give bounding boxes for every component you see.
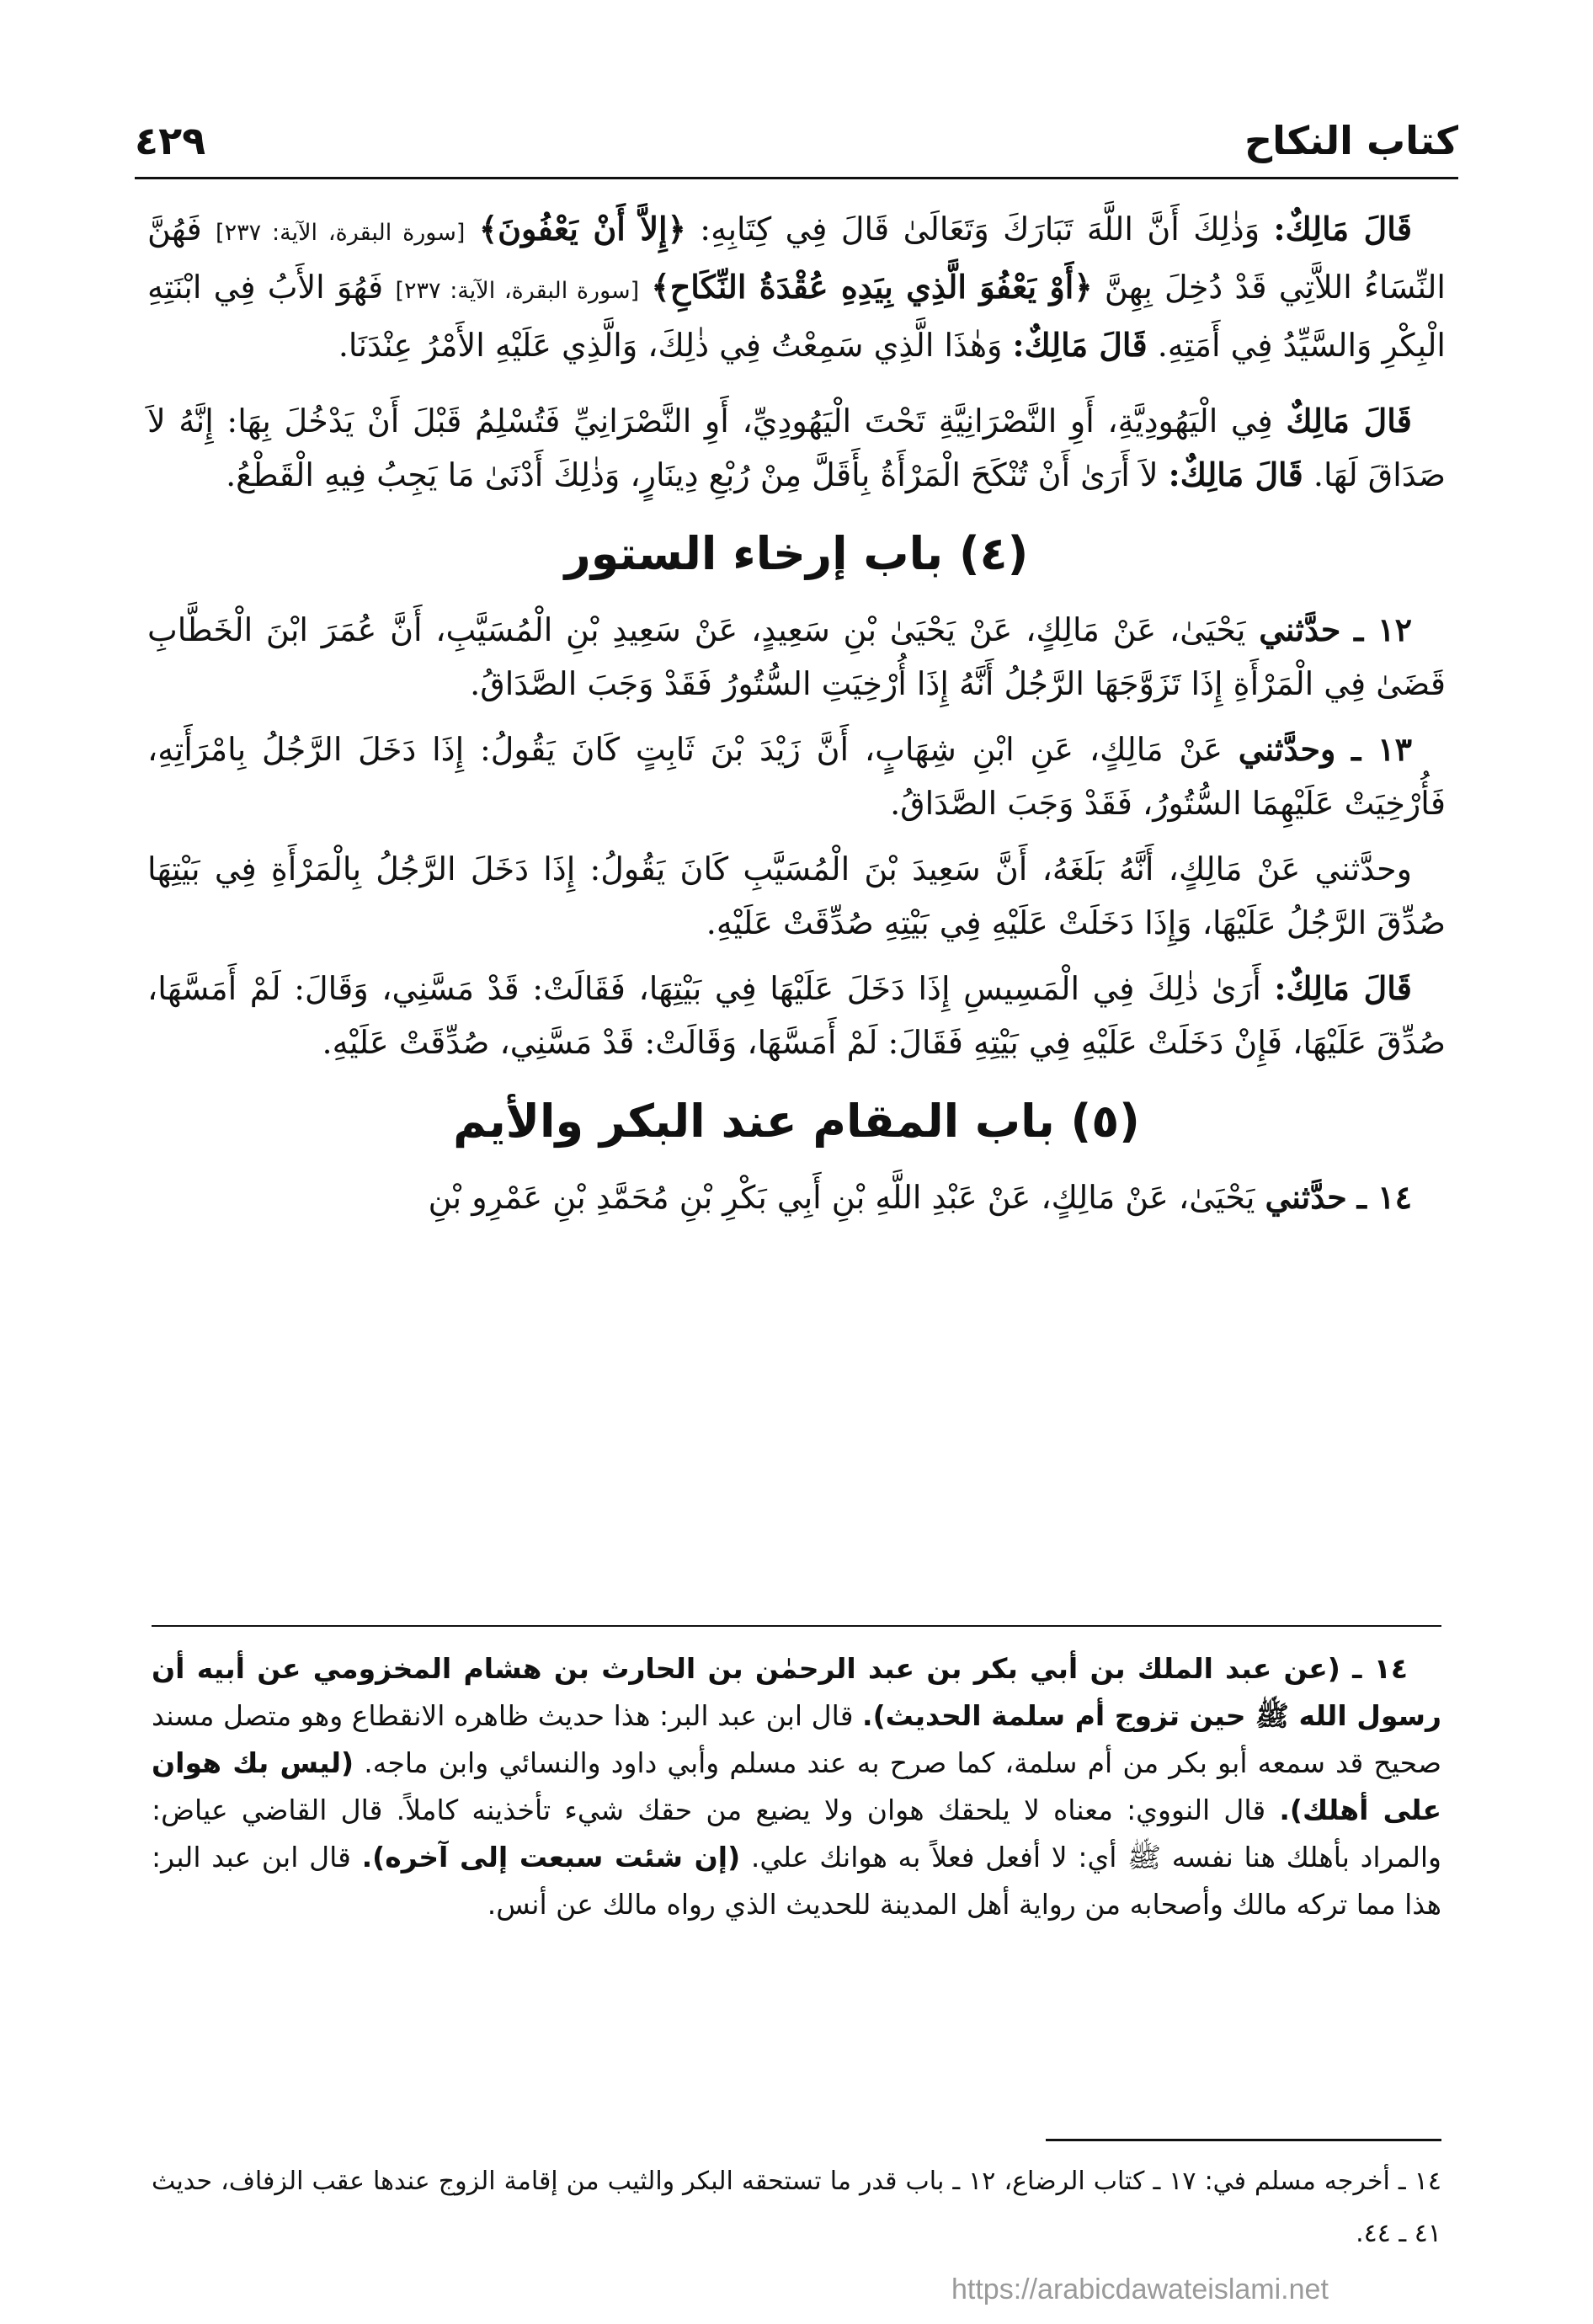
- quran-reference: [سورة البقرة، الآية: ٢٣٧]: [216, 220, 466, 246]
- quran-quote: ﴿إِلاَّ أَنْ يَعْفُونَ﴾: [478, 210, 686, 248]
- malik-paragraph-2: قَالَ مَالِكٌ فِي الْيَهُودِيَّةِ، أَوِ النَّصْرَانِيَّةِ تَحْتَ الْيَهُودِيِّ، أَوِ النَّصْرَانِيِّ فَتُسْلِمُ قَبْلَ أَنْ يَدْخُلَ بِهَا: إِنَّهُ لاَ صَدَاقَ لَهَا. قَالَ مَالِكٌ: لاَ أَرَىٰ أَنْ تُنْكَحَ الْمَرْأَةُ بِأَقَلَّ مِنْ رُبْعِ دِينَارٍ، وَذٰلِكَ أَدْنَىٰ مَا يَجِبُ فِيهِ الْقَطْعُ.: [147, 402, 1446, 493]
- speaker-label: قَالَ مَالِكٌ: [1286, 402, 1412, 440]
- quran-reference: [سورة البقرة، الآية: ٢٣٧]: [395, 278, 640, 304]
- page-number: ٤٢٩: [135, 118, 206, 163]
- chapter-heading-5: (٥) باب المقام عند البكر والأيم: [453, 1095, 1140, 1148]
- speaker-label: قَالَ مَالِكٌ:: [1273, 210, 1412, 248]
- main-text: [147, 202, 1446, 1236]
- hadith-number: ١٤ ـ: [1356, 1178, 1412, 1216]
- watermark-url: https://arabicdawateislami.net: [951, 2273, 1329, 2305]
- hadith-13: ١٣ ـ وحدَّثني عَنْ مَالِكٍ، عَنِ ابْنِ شِهَابٍ، أَنَّ زَيْدَ بْنَ ثَابِتٍ كَانَ يَقُولُ: إِذَا دَخَلَ الرَّجُلُ بِامْرَأَتِهِ، فَأُرْخِيَتْ عَلَيْهِمَا السُّتُورُ، فَقَدْ وَجَبَ الصَّدَاقُ.: [147, 730, 1446, 822]
- commentary-section: [152, 1625, 1441, 1928]
- commentary-text: ١٤ ـ (عن عبد الملك بن أبي بكر بن عبد الرحمٰن بن الحارث بن هشام المخزومي عن أبيه أن رسول الله ﷺ حين تزوج أم سلمة الحديث). قال ابن عبد البر: هذا حديث ظاهره الانقطاع وهو متصل مسند صحيح قد سمعه أبو بكر من أم سلمة، كما صرح به عند مسلم وأبي داود والنسائي وابن ماجه. (ليس بك هوان على أهلك). قال النووي: معناه لا يلحقك هوان ولا يضيع من حقك شيء تأخذينه كاملاً. قال القاضي عياض: والمراد بأهلك هنا نفسه ﷺ أي: لا أفعل فعلاً به هوانك علي. (إن شئت سبعت إلى آخره). قال ابن عبد البر: هذا مما تركه مالك وأصحابه من رواية أهل المدينة للحديث الذي رواه مالك عن أنس.: [152, 1652, 1441, 1921]
- commentary-quote: (إن شئت سبعت إلى آخره).: [361, 1841, 741, 1874]
- chapter-heading-4: (٤) باب إرخاء الستور: [564, 527, 1029, 580]
- malik-paragraph-3: قَالَ مَالِكٌ: أَرَىٰ ذٰلِكَ فِي الْمَسِيسِ إِذَا دَخَلَ عَلَيْهَا فِي بَيْتِهَا، فَقَالَتْ: قَدْ مَسَّنِي، وَقَالَ: لَمْ أَمَسَّهَا، صُدِّقَ عَلَيْهَا، فَإِنْ دَخَلَتْ عَلَيْهِ فِي بَيْتِهِ فَقَالَ: لَمْ أَمَسَّهَا، وَقَالَتْ: قَدْ مَسَّنِي، صُدِّقَتْ عَلَيْهِ.: [147, 969, 1446, 1061]
- commentary-quote: (ليس بك هوان على أهلك).: [152, 1746, 1441, 1826]
- narration-lead: وحدَّثني: [1238, 730, 1336, 768]
- hadith-number: ١٢ ـ: [1354, 610, 1412, 648]
- hadith-12: ١٢ ـ حدَّثني يَحْيَىٰ، عَنْ مَالِكٍ، عَنْ يَحْيَىٰ بْنِ سَعِيدٍ، عَنْ سَعِيدِ بْنِ الْمُسَيَّبِ، أَنَّ عُمَرَ ابْنَ الْخَطَّابِ قَضَىٰ فِي الْمَرْأَةِ إِذَا تَزَوَّجَهَا الرَّجُلُ أَنَّهُ إِذَا أُرْخِيَتِ السُّتُورُ فَقَدْ وَجَبَ الصَّدَاقُ.: [147, 610, 1446, 702]
- footnote-text: ١٤ ـ أخرجه مسلم في: ١٧ ـ كتاب الرضاع، ١٢ ـ باب قدر ما تستحقه البكر والثيب من إقامة الزوج عندها عقب الزفاف، حديث ٤١ ـ ٤٤.: [152, 2167, 1441, 2248]
- quran-quote: ﴿أَوْ يَعْفُوَ الَّذِي بِيَدِهِ عُقْدَةُ النِّكَاحِ﴾: [651, 268, 1093, 306]
- malik-paragraph-1: قَالَ مَالِكٌ: وَذٰلِكَ أَنَّ اللَّهَ تَبَارَكَ وَتَعَالَىٰ قَالَ فِي كِتَابِهِ: ﴿إِلاَّ أَنْ يَعْفُونَ﴾ [سورة البقرة، الآية: ٢٣٧] فَهُنَّ النِّسَاءُ اللاَّتِي قَدْ دُخِلَ بِهِنَّ ﴿أَوْ يَعْفُوَ الَّذِي بِيَدِهِ عُقْدَةُ النِّكَاحِ﴾ [سورة البقرة، الآية: ٢٣٧] فَهُوَ الأَبُ فِي ابْنَتِهِ الْبِكْرِ وَالسَّيِّدُ فِي أَمَتِهِ. قَالَ مَالِكٌ: وَهٰذَا الَّذِي سَمِعْتُ فِي ذٰلِكَ، وَالَّذِي عَلَيْهِ الأَمْرُ عِنْدَنَا.: [147, 210, 1446, 364]
- speaker-label: قَالَ مَالِكٌ:: [1168, 456, 1303, 493]
- speaker-label: قَالَ مَالِكٌ:: [1274, 969, 1412, 1007]
- speaker-label: قَالَ مَالِكٌ:: [1012, 326, 1148, 364]
- narration-paragraph: وحدَّثني عَنْ مَالِكٍ، أَنَّهُ بَلَغَهُ، أَنَّ سَعِيدَ بْنَ الْمُسَيَّبِ كَانَ يَقُولُ: إِذَا دَخَلَ الرَّجُلُ بِالْمَرْأَةِ فِي بَيْتِهَا صُدِّقَ الرَّجُلُ عَلَيْهَا، وَإِذَا دَخَلَتْ عَلَيْهِ فِي بَيْتِهِ صُدِّقَتْ عَلَيْهِ.: [147, 850, 1446, 941]
- book-title: كتاب النكاح: [1244, 118, 1458, 163]
- narration-lead: حدَّثني: [1265, 1178, 1347, 1216]
- page-header: [135, 118, 1458, 179]
- commentary-quote: ١٤ ـ (عن عبد الملك بن أبي بكر بن عبد الرحمٰن بن الحارث بن هشام المخزومي عن أبيه أن رسول الله ﷺ حين تزوج أم سلمة الحديث).: [152, 1652, 1441, 1732]
- footnote-divider: [1046, 2139, 1441, 2141]
- footnote: [152, 2156, 1441, 2260]
- narration-lead: حدَّثني: [1259, 610, 1341, 648]
- hadith-number: ١٣ ـ: [1351, 730, 1412, 768]
- hadith-14: ١٤ ـ حدَّثني يَحْيَىٰ، عَنْ مَالِكٍ، عَنْ عَبْدِ اللَّهِ بْنِ أَبِي بَكْرِ بْنِ مُحَمَّدِ بْنِ عَمْرِو بْنِ: [428, 1178, 1412, 1216]
